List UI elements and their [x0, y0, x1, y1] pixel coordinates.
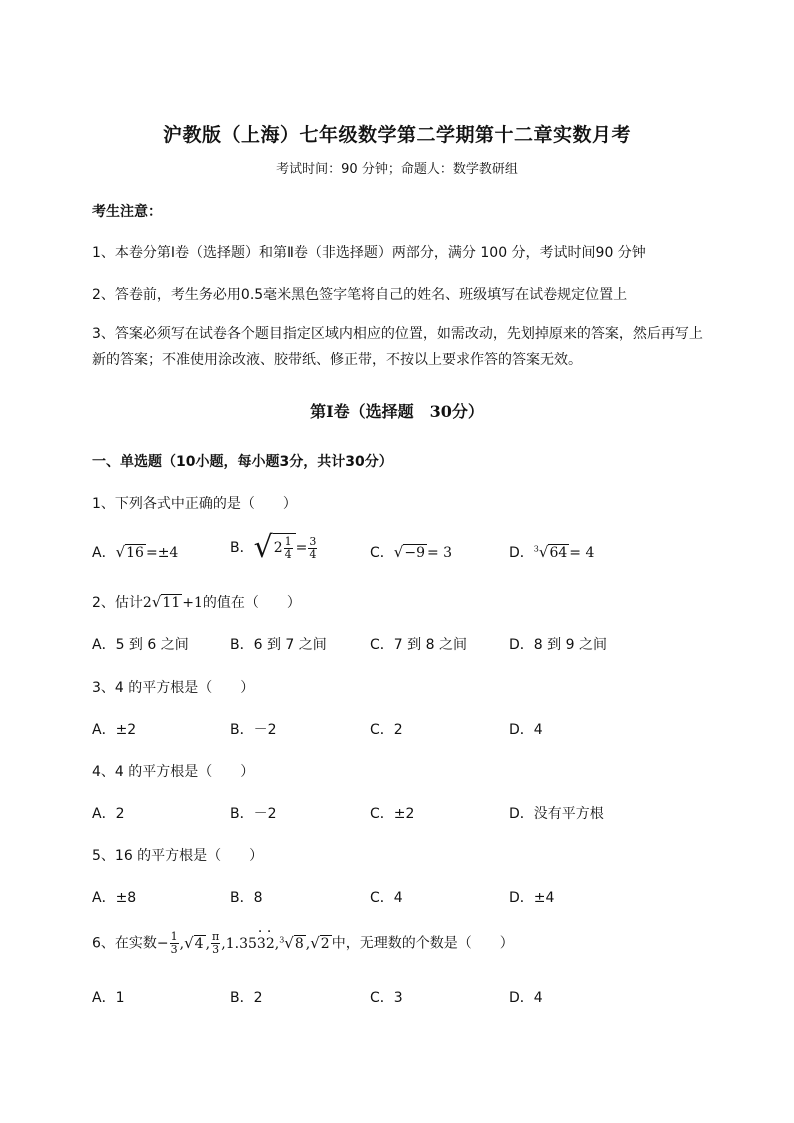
question-3-stem: 3、4 的平方根是（ ）: [92, 680, 255, 696]
radicand: 2: [320, 935, 330, 952]
separator: ,: [179, 935, 185, 952]
fraction-denominator: 4: [309, 547, 317, 561]
radicand: 11: [162, 595, 181, 611]
question-5-option-c: C．4: [370, 890, 403, 906]
question-4-option-a: A．2: [92, 806, 125, 822]
root-index: 3: [533, 544, 539, 554]
radicand: 16: [126, 545, 144, 561]
fraction-numerator: π: [212, 930, 220, 943]
radicand: −9: [404, 545, 425, 561]
fraction-denominator: 4: [284, 547, 292, 561]
sqrt-icon: √: [393, 543, 404, 561]
notice-heading: 考生注意：: [92, 204, 162, 220]
stem-text: 2、估计: [92, 595, 143, 611]
fraction-denominator: 3: [170, 943, 178, 956]
question-1-option-a: [92, 542, 178, 562]
sqrt-icon: √: [284, 933, 294, 952]
mixed-whole: 2: [273, 540, 283, 556]
question-5-option-a: A．±8: [92, 890, 137, 906]
option-label: D．: [509, 545, 534, 561]
fraction-numerator: 1: [284, 534, 292, 548]
decimal-prefix: ,1.35: [221, 935, 257, 952]
option-rest: = 4: [569, 545, 595, 561]
question-4-stem: 4、4 的平方根是（ ）: [92, 764, 255, 780]
equals-sign: =: [295, 540, 308, 556]
question-1-option-d: [509, 542, 594, 562]
stem-text: 6、在实数−: [92, 935, 169, 952]
separator: ,: [305, 935, 311, 952]
separator: ,: [205, 935, 211, 952]
question-4-option-d: D．没有平方根: [509, 806, 604, 822]
question-2-option-c: C．7 到 8 之间: [370, 637, 467, 653]
sqrt-icon: √: [151, 593, 162, 611]
question-5-option-d: D．±4: [509, 890, 555, 906]
fraction-numerator: 3: [309, 534, 317, 548]
stem-text: 中，无理数的个数是（ ）: [331, 935, 514, 952]
question-6-option-c: C．3: [370, 990, 403, 1006]
question-2-option-b: B．6 到 7 之间: [230, 637, 327, 653]
question-2-option-a: A．5 到 6 之间: [92, 637, 189, 653]
option-label: C．: [370, 545, 394, 561]
section-title: 第Ⅰ卷（选择题 30分）: [310, 402, 484, 421]
sqrt-icon: √: [310, 933, 320, 952]
question-6-option-a: A．1: [92, 990, 125, 1006]
notice-item-3: 3、答案必须写在试卷各个题目指定区域内相应的位置，如需改动，先划掉原来的答案，然后再写上新的答案；不准使用涂改液、胶带纸、修正带，不按以上要求作答的答案无效。: [92, 326, 703, 368]
page-title: 沪教版（上海）七年级数学第二学期第十二章实数月考: [162, 124, 631, 146]
sqrt-icon: √: [184, 933, 194, 952]
question-4-option-b: B．－2: [230, 806, 277, 822]
fraction-denominator: 3: [212, 943, 220, 956]
question-5-option-b: B．8: [230, 890, 263, 906]
question-6-option-b: B．2: [230, 990, 263, 1006]
separator: ,: [274, 935, 280, 952]
question-4-option-c: C．±2: [370, 806, 415, 822]
fraction-numerator: 1: [170, 930, 178, 943]
radicand: 4: [194, 935, 204, 952]
plus-term: +1: [182, 595, 203, 611]
radicand: 64: [549, 545, 568, 561]
question-2-stem: [92, 592, 301, 612]
sqrt-icon: √: [253, 530, 273, 565]
question-5-stem: 5、16 的平方根是（ ）: [92, 848, 264, 864]
question-3-option-a: A．±2: [92, 722, 137, 738]
coefficient: 2: [142, 595, 152, 611]
notice-item-1: 1、本卷分第Ⅰ卷（选择题）和第Ⅱ卷（非选择题）两部分，满分 100 分，考试时间90 分钟: [92, 245, 646, 261]
sqrt-icon: √: [538, 543, 549, 561]
question-1-option-c: [370, 542, 452, 562]
question-6-stem: [92, 931, 514, 956]
question-1-option-b: [230, 530, 318, 565]
question-1-stem: 1、下列各式中正确的是（ ）: [92, 496, 297, 512]
question-6-option-d: D．4: [509, 990, 543, 1006]
sqrt-icon: √: [115, 543, 126, 561]
radicand: 8: [294, 935, 304, 952]
question-3-option-b: B．－2: [230, 722, 277, 738]
option-rest: =±4: [145, 545, 179, 561]
option-label: B．: [230, 540, 254, 556]
repeating-digit: · 2: [266, 936, 275, 952]
stem-text: 的值在（ ）: [202, 595, 301, 611]
part-title: 一、单选题（10小题，每小题3分，共计30分）: [92, 454, 393, 470]
question-3-option-c: C．2: [370, 722, 403, 738]
notice-item-2: 2、答卷前，考生务必用0.5毫米黑色签字笔将自己的姓名、班级填写在试卷规定位置上: [92, 287, 628, 303]
option-label: A．: [92, 545, 116, 561]
option-rest: = 3: [426, 545, 453, 561]
question-2-option-d: D．8 到 9 之间: [509, 637, 607, 653]
root-index: 3: [279, 934, 285, 944]
repeating-digit: · 3: [257, 936, 266, 952]
question-3-option-d: D．4: [509, 722, 543, 738]
page-subtitle: 考试时间：90 分钟；命题人：数学教研组: [276, 162, 518, 177]
